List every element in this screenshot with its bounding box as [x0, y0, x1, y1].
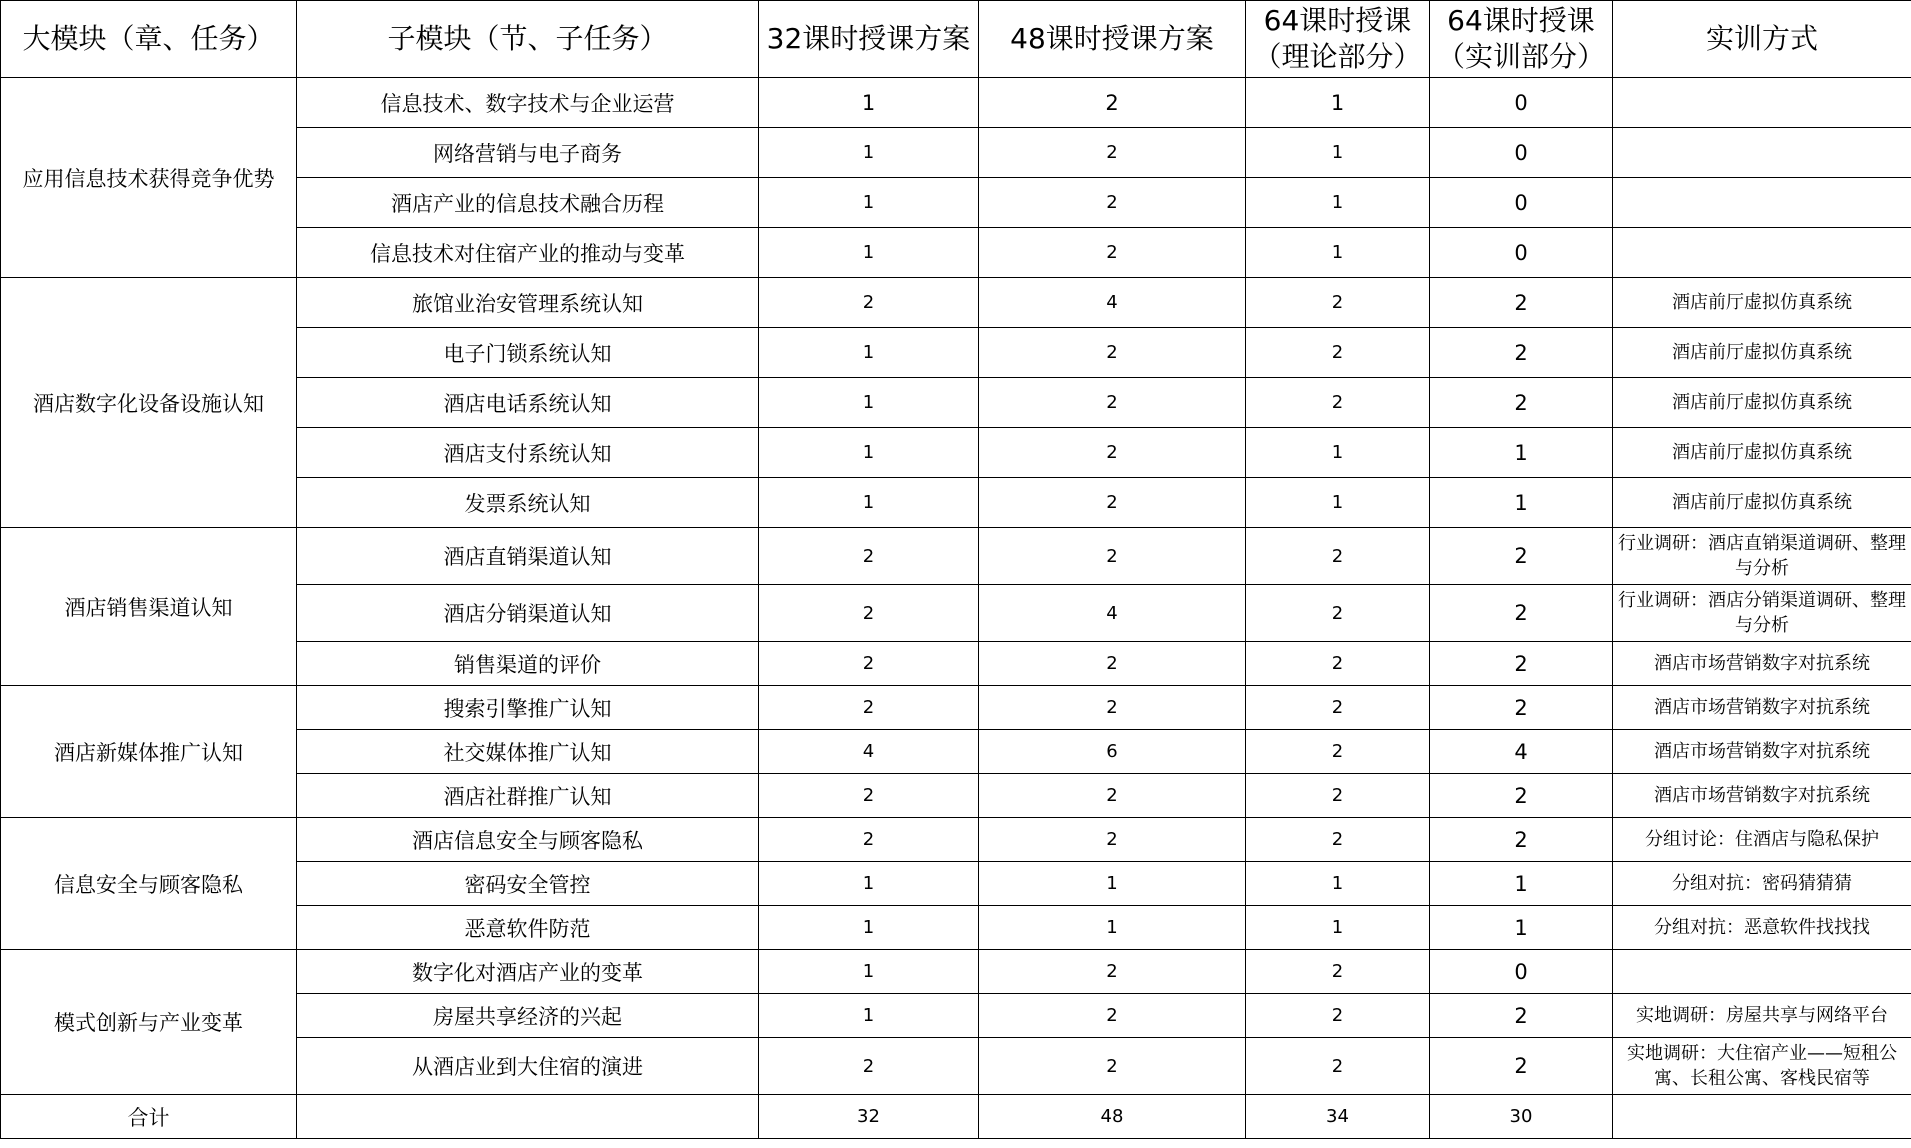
hours-theory-cell: 1 [1246, 428, 1430, 478]
hours-32-cell: 4 [759, 730, 979, 774]
sub-module-cell: 电子门锁系统认知 [297, 328, 759, 378]
hours-48-cell: 2 [979, 328, 1246, 378]
hours-48-cell: 2 [979, 78, 1246, 128]
hours-practice-cell: 2 [1430, 278, 1613, 328]
hours-48-cell: 4 [979, 278, 1246, 328]
hours-32-cell: 1 [759, 428, 979, 478]
hours-practice-cell: 2 [1430, 642, 1613, 686]
hours-theory-cell: 2 [1246, 686, 1430, 730]
major-module-cell: 应用信息技术获得竞争优势 [1, 78, 297, 278]
sub-module-cell: 房屋共享经济的兴起 [297, 994, 759, 1038]
hours-practice-cell: 2 [1430, 585, 1613, 642]
hours-32-cell: 1 [759, 78, 979, 128]
hours-practice-cell: 2 [1430, 528, 1613, 585]
training-method-cell: 酒店前厅虚拟仿真系统 [1613, 378, 1911, 428]
hours-48-cell: 2 [979, 774, 1246, 818]
hours-32-cell: 1 [759, 950, 979, 994]
sub-module-cell: 数字化对酒店产业的变革 [297, 950, 759, 994]
hours-practice-cell: 1 [1430, 906, 1613, 950]
hours-32-cell: 1 [759, 478, 979, 528]
total-training-method [1613, 1095, 1911, 1139]
table-row [1, 528, 1911, 585]
total-row [1, 1095, 1911, 1139]
hours-practice-cell: 0 [1430, 228, 1613, 278]
hours-theory-cell: 2 [1246, 1038, 1430, 1095]
training-method-cell: 酒店前厅虚拟仿真系统 [1613, 428, 1911, 478]
hours-practice-cell: 2 [1430, 818, 1613, 862]
table-row [1, 278, 1911, 328]
table-row [1, 818, 1911, 862]
table-row [1, 78, 1911, 128]
training-method-cell: 分组对抗：密码猜猜猜 [1613, 862, 1911, 906]
hours-32-cell: 2 [759, 528, 979, 585]
training-method-cell: 酒店前厅虚拟仿真系统 [1613, 478, 1911, 528]
total-hours-practice: 30 [1430, 1095, 1613, 1139]
header-32-hour-plan: 32课时授课方案 [759, 1, 979, 78]
header-64-hour-practice: 64课时授课 （实训部分） [1430, 1, 1613, 78]
hours-practice-cell: 2 [1430, 994, 1613, 1038]
major-module-cell: 模式创新与产业变革 [1, 950, 297, 1095]
training-method-cell: 酒店前厅虚拟仿真系统 [1613, 328, 1911, 378]
hours-48-cell: 2 [979, 178, 1246, 228]
sub-module-cell: 密码安全管控 [297, 862, 759, 906]
hours-theory-cell: 2 [1246, 994, 1430, 1038]
hours-theory-cell: 2 [1246, 950, 1430, 994]
sub-module-cell: 从酒店业到大住宿的演进 [297, 1038, 759, 1095]
hours-theory-cell: 1 [1246, 78, 1430, 128]
hours-32-cell: 1 [759, 378, 979, 428]
hours-theory-cell: 2 [1246, 774, 1430, 818]
hours-32-cell: 1 [759, 906, 979, 950]
sub-module-cell: 销售渠道的评价 [297, 642, 759, 686]
hours-32-cell: 1 [759, 228, 979, 278]
training-method-cell [1613, 128, 1911, 178]
hours-practice-cell: 0 [1430, 128, 1613, 178]
hours-theory-cell: 2 [1246, 730, 1430, 774]
hours-theory-cell: 2 [1246, 528, 1430, 585]
header-row [1, 1, 1911, 78]
major-module-cell: 酒店新媒体推广认知 [1, 686, 297, 818]
training-method-cell: 酒店市场营销数字对抗系统 [1613, 686, 1911, 730]
hours-32-cell: 1 [759, 178, 979, 228]
hours-theory-cell: 2 [1246, 378, 1430, 428]
header-training-method: 实训方式 [1613, 1, 1911, 78]
hours-theory-cell: 1 [1246, 478, 1430, 528]
training-method-cell: 实地调研：大住宿产业——短租公寓、长租公寓、客栈民宿等 [1613, 1038, 1911, 1095]
hours-32-cell: 1 [759, 862, 979, 906]
header-48-hour-plan: 48课时授课方案 [979, 1, 1246, 78]
total-hours-theory: 34 [1246, 1095, 1430, 1139]
hours-48-cell: 1 [979, 862, 1246, 906]
hours-32-cell: 2 [759, 278, 979, 328]
hours-48-cell: 2 [979, 818, 1246, 862]
training-method-cell [1613, 950, 1911, 994]
hours-48-cell: 2 [979, 478, 1246, 528]
total-sub-module-cell [297, 1095, 759, 1139]
training-method-cell: 酒店市场营销数字对抗系统 [1613, 642, 1911, 686]
training-method-cell: 酒店市场营销数字对抗系统 [1613, 730, 1911, 774]
sub-module-cell: 搜索引擎推广认知 [297, 686, 759, 730]
header-sub-module: 子模块（节、子任务） [297, 1, 759, 78]
hours-practice-cell: 2 [1430, 1038, 1613, 1095]
training-method-cell: 行业调研：酒店直销渠道调研、整理与分析 [1613, 528, 1911, 585]
training-method-cell: 酒店市场营销数字对抗系统 [1613, 774, 1911, 818]
hours-practice-cell: 2 [1430, 328, 1613, 378]
sub-module-cell: 酒店分销渠道认知 [297, 585, 759, 642]
hours-48-cell: 6 [979, 730, 1246, 774]
hours-practice-cell: 2 [1430, 378, 1613, 428]
hours-theory-cell: 2 [1246, 818, 1430, 862]
sub-module-cell: 恶意软件防范 [297, 906, 759, 950]
header-64-hour-theory: 64课时授课 （理论部分） [1246, 1, 1430, 78]
hours-32-cell: 2 [759, 818, 979, 862]
hours-48-cell: 1 [979, 906, 1246, 950]
hours-theory-cell: 2 [1246, 585, 1430, 642]
sub-module-cell: 信息技术、数字技术与企业运营 [297, 78, 759, 128]
sub-module-cell: 网络营销与电子商务 [297, 128, 759, 178]
hours-practice-cell: 1 [1430, 478, 1613, 528]
training-method-cell [1613, 228, 1911, 278]
hours-48-cell: 2 [979, 128, 1246, 178]
hours-32-cell: 2 [759, 585, 979, 642]
total-label: 合计 [1, 1095, 297, 1139]
hours-theory-cell: 2 [1246, 278, 1430, 328]
sub-module-cell: 酒店社群推广认知 [297, 774, 759, 818]
hours-practice-cell: 0 [1430, 178, 1613, 228]
hours-practice-cell: 0 [1430, 950, 1613, 994]
training-method-cell: 行业调研：酒店分销渠道调研、整理与分析 [1613, 585, 1911, 642]
sub-module-cell: 发票系统认知 [297, 478, 759, 528]
training-method-cell: 分组对抗：恶意软件找找找 [1613, 906, 1911, 950]
hours-48-cell: 2 [979, 686, 1246, 730]
header-major-module: 大模块（章、任务） [1, 1, 297, 78]
hours-32-cell: 2 [759, 686, 979, 730]
training-method-cell [1613, 78, 1911, 128]
hours-48-cell: 2 [979, 528, 1246, 585]
hours-practice-cell: 1 [1430, 428, 1613, 478]
sub-module-cell: 酒店电话系统认知 [297, 378, 759, 428]
hours-48-cell: 2 [979, 378, 1246, 428]
hours-practice-cell: 2 [1430, 774, 1613, 818]
hours-32-cell: 1 [759, 128, 979, 178]
hours-theory-cell: 2 [1246, 642, 1430, 686]
hours-32-cell: 1 [759, 994, 979, 1038]
hours-32-cell: 2 [759, 642, 979, 686]
hours-48-cell: 4 [979, 585, 1246, 642]
hours-32-cell: 2 [759, 774, 979, 818]
hours-48-cell: 2 [979, 228, 1246, 278]
hours-theory-cell: 1 [1246, 128, 1430, 178]
training-method-cell: 酒店前厅虚拟仿真系统 [1613, 278, 1911, 328]
hours-48-cell: 2 [979, 1038, 1246, 1095]
training-method-cell: 实地调研：房屋共享与网络平台 [1613, 994, 1911, 1038]
hours-theory-cell: 1 [1246, 906, 1430, 950]
hours-theory-cell: 1 [1246, 862, 1430, 906]
hours-practice-cell: 0 [1430, 78, 1613, 128]
hours-48-cell: 2 [979, 428, 1246, 478]
table-row [1, 950, 1911, 994]
hours-theory-cell: 2 [1246, 328, 1430, 378]
training-method-cell: 分组讨论：住酒店与隐私保护 [1613, 818, 1911, 862]
hours-32-cell: 2 [759, 1038, 979, 1095]
major-module-cell: 信息安全与顾客隐私 [1, 818, 297, 950]
sub-module-cell: 酒店支付系统认知 [297, 428, 759, 478]
sub-module-cell: 酒店产业的信息技术融合历程 [297, 178, 759, 228]
hours-theory-cell: 1 [1246, 228, 1430, 278]
hours-theory-cell: 1 [1246, 178, 1430, 228]
hours-practice-cell: 2 [1430, 686, 1613, 730]
hours-practice-cell: 1 [1430, 862, 1613, 906]
table-row [1, 686, 1911, 730]
major-module-cell: 酒店数字化设备设施认知 [1, 278, 297, 528]
training-method-cell [1613, 178, 1911, 228]
sub-module-cell: 酒店直销渠道认知 [297, 528, 759, 585]
hours-48-cell: 2 [979, 950, 1246, 994]
sub-module-cell: 酒店信息安全与顾客隐私 [297, 818, 759, 862]
total-hours-32: 32 [759, 1095, 979, 1139]
total-hours-48: 48 [979, 1095, 1246, 1139]
hours-practice-cell: 4 [1430, 730, 1613, 774]
sub-module-cell: 社交媒体推广认知 [297, 730, 759, 774]
hours-48-cell: 2 [979, 994, 1246, 1038]
sub-module-cell: 信息技术对住宿产业的推动与变革 [297, 228, 759, 278]
hours-48-cell: 2 [979, 642, 1246, 686]
sub-module-cell: 旅馆业治安管理系统认知 [297, 278, 759, 328]
hours-32-cell: 1 [759, 328, 979, 378]
major-module-cell: 酒店销售渠道认知 [1, 528, 297, 686]
